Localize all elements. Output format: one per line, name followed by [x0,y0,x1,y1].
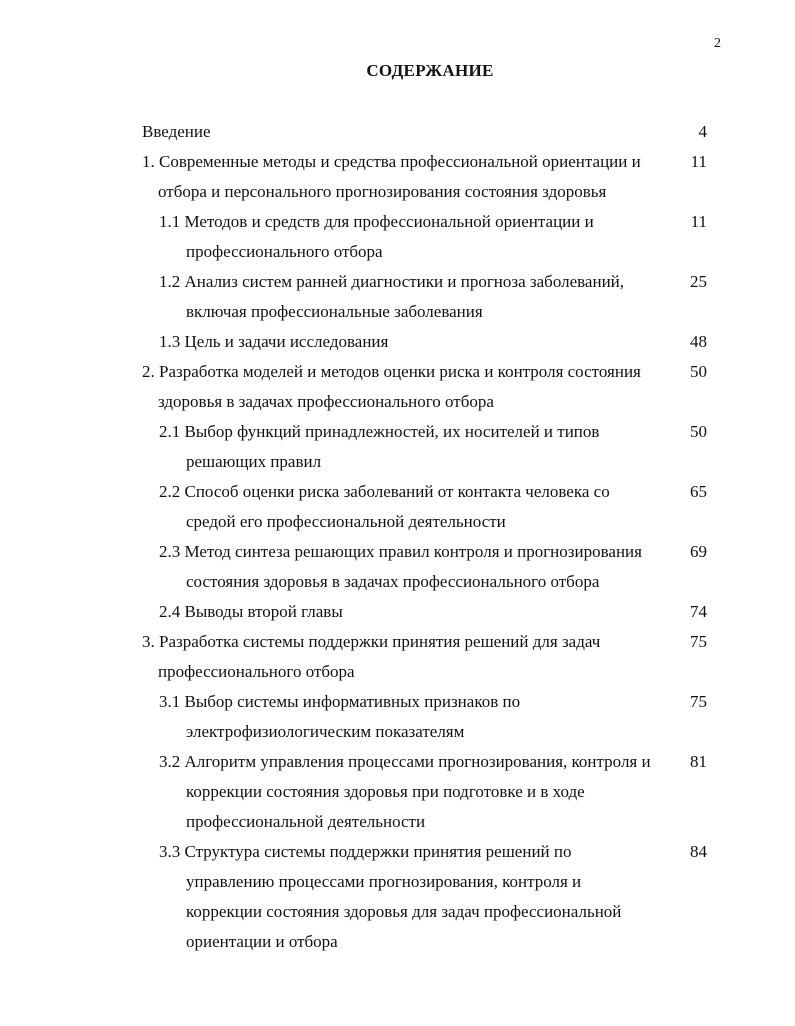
toc-entry-line: состояния здоровья в задачах профессионального отбора [186,572,600,591]
toc-entry-title [0,537,795,597]
toc-entry [0,687,795,747]
toc-entry-title [0,267,795,327]
toc-entry [0,477,795,537]
toc-entry-page: 50 [690,422,707,441]
toc-entry-line: коррекции состояния здоровья при подготовке и в ходе [186,782,585,801]
toc-entry-line: 3.1 Выбор системы информативных признаков по [159,692,521,711]
toc-entry-line: профессионального отбора [186,242,383,261]
toc-entry-line: управлению процессами прогнозирования, контроля и [186,872,582,891]
toc-entry-line: решающих правил [186,452,322,471]
toc-entry [0,207,795,267]
toc-entry-page: 11 [690,152,707,171]
toc-entry-line: 3. Разработка системы поддержки принятия решений для задач [142,632,601,651]
page-title: СОДЕРЖАНИЕ [366,61,494,80]
toc-entry-page: 48 [690,332,707,351]
toc-entry-line: 3.2 Алгоритм управления процессами прогнозирования, контроля и [159,752,651,771]
toc-entry [0,147,795,207]
toc-entry-title [0,417,795,477]
toc-entry-title [0,837,795,957]
toc-entry [0,837,795,957]
toc-entry-title [0,327,795,357]
toc-entry [0,267,795,327]
toc-entry-line: профессионального отбора [158,662,355,681]
toc-entry-line: Введение [142,122,211,141]
toc-entry-title [0,207,795,267]
toc-entry-page: 25 [690,272,707,291]
toc-entry-line: 1. Современные методы и средства профессиональной ориентации и [142,152,641,171]
toc-entry-title [0,597,795,627]
toc-entry-page: 81 [690,752,707,771]
toc-entry [0,357,795,417]
toc-entry-line: отбора и персонального прогнозирования состояния здоровья [158,182,607,201]
toc-entry [0,327,795,357]
toc-entry [0,537,795,597]
toc-entry-line: 1.1 Методов и средств для профессиональной ориентации и [159,212,594,231]
toc-entry-line: коррекции состояния здоровья для задач профессиональной [186,902,622,921]
toc-entry-line: электрофизиологическим показателям [186,722,465,741]
toc-entry-line: средой его профессиональной деятельности [186,512,506,531]
toc-entry-page: 75 [690,632,707,651]
toc-entry-title [0,747,795,837]
toc-entry-title [0,477,795,537]
toc-entry-title [0,147,795,207]
toc-entry-line: 1.2 Анализ систем ранней диагностики и прогноза заболеваний, [159,272,625,291]
toc-entry-page: 69 [690,542,707,561]
toc-entry-title [0,357,795,417]
toc-entry [0,627,795,687]
toc-entry-page: 75 [690,692,707,711]
toc-entry-page: 50 [690,362,707,381]
toc-entry-page: 84 [690,842,707,861]
toc-entry-line: 1.3 Цель и задачи исследования [159,332,389,351]
toc-entry [0,747,795,837]
toc-entry-title [0,687,795,747]
toc-entry-line: 2.3 Метод синтеза решающих правил контроля и прогнозирования [159,542,642,561]
page-number: 2 [714,36,721,51]
toc-entry-line: здоровья в задачах профессионального отбора [158,392,494,411]
toc-entry-line: включая профессиональные заболевания [186,302,483,321]
toc-entry-page: 65 [690,482,707,501]
toc-entry-page: 74 [690,602,707,621]
toc-entry [0,597,795,627]
toc-entry [0,117,795,147]
toc-entry-line: ориентации и отбора [186,932,338,951]
toc-entry-line: 3.3 Структура системы поддержки принятия решений по [159,842,572,861]
toc-entry-line: 2.4 Выводы второй главы [159,602,343,621]
toc-entry-page: 4 [698,122,707,141]
toc-entry-line: профессиональной деятельности [186,812,426,831]
toc-entry-line: 2. Разработка моделей и методов оценки риска и контроля состояния [142,362,641,381]
toc-entry [0,417,795,477]
toc-entry-line: 2.2 Способ оценки риска заболеваний от контакта человека со [159,482,610,501]
toc-entry-page: 11 [690,212,707,231]
toc-entry-title [0,117,795,147]
toc-entry-title [0,627,795,687]
toc-entry-line: 2.1 Выбор функций принадлежностей, их носителей и типов [159,422,600,441]
table-of-contents [0,117,795,957]
